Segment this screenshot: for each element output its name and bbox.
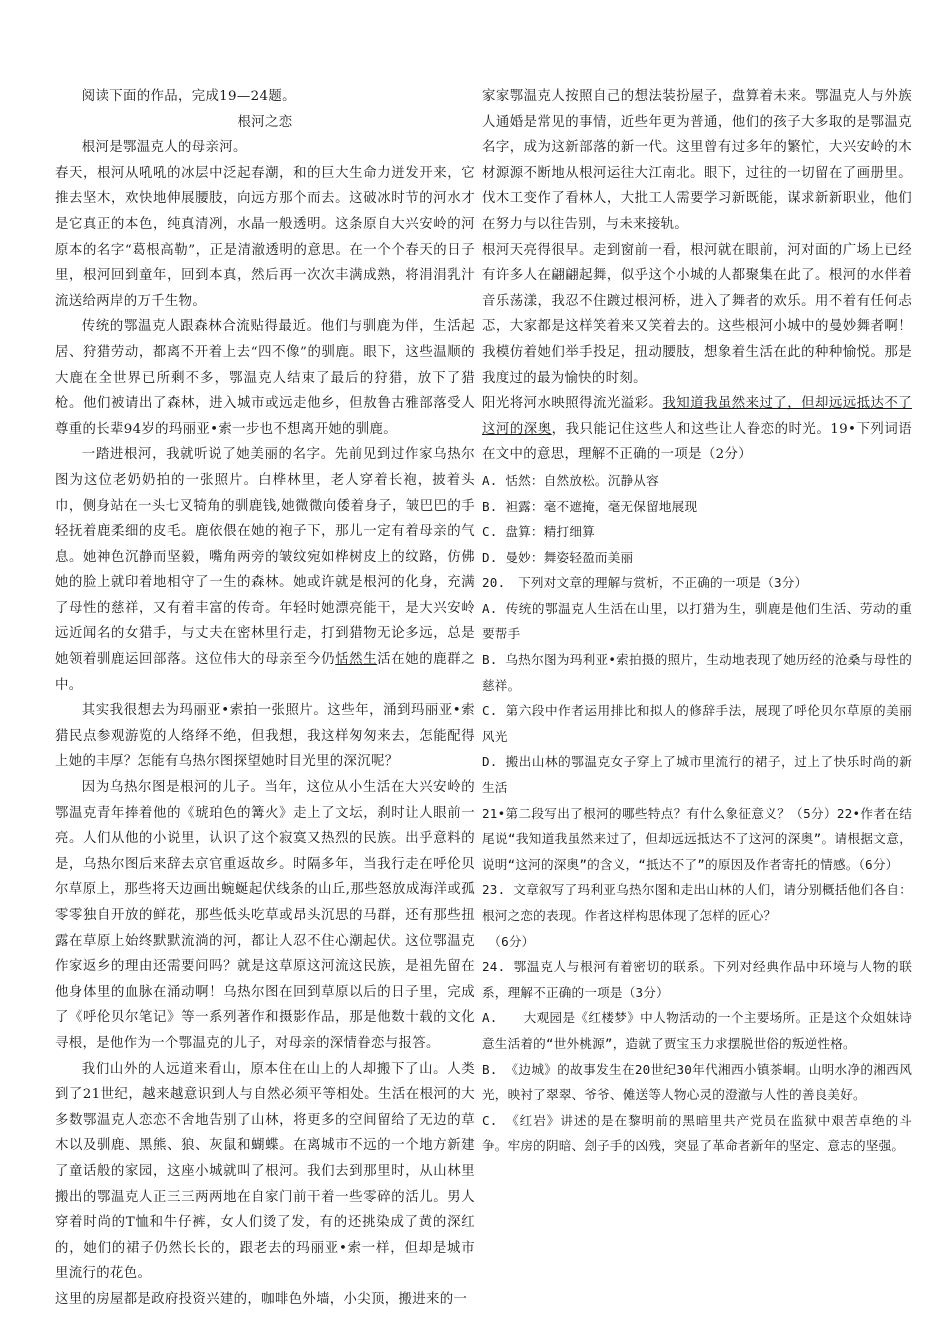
q20-option-d: D. 搬出山林的鄂温克女子穿上了城市里流行的裙子，过上了快乐时尚的新生活 [482,754,912,796]
q24-option-c: C. 《红岩》讲述的是在黎明前的黑暗里共产党员在监狱中艰苦卓绝的斗争。牢房的阴暗、刽子手的凶残，突显了革命者新年的坚定、意志的坚强。 [482,1112,912,1154]
question-23: 23. 文章叙写了玛利亚乌热尔图和走出山林的人们，请分别概括他们各自：根河之恋的表现。作者这样构思体现了怎样的匠心？ [482,882,912,923]
q20-option-b: B. 乌热尔图为玛利亚•索拍摄的照片，生动地表现了她历经的沧桑与母性的慈祥。 [482,652,912,693]
paragraph-2: 春天，根河从吼吼的冰层中泛起春潮，和的巨大生命力迸发开来，它推去坚木，欢快地伸展腰肢，向远方那个而去。这破冰时节的河水才是它真正的本色，纯真清冽，水晶一般透明。这条原自大兴安岭的河原本的名字“葛根高勒”，正是清澈透明的意思。在一个个春天的日子里，根河回到童年，回到本真，然后再一次次丰满成熟，将涓涓乳汁流送给两岸的万千生物。 [55,165,475,309]
q19-option-b: B. 袒露：毫不遮掩，毫无保留地展现 [482,498,698,514]
right-column [482,84,912,1159]
paragraph-3: 传统的鄂温克人跟森林合流贴得最近。他们与驯鹿为伴，生活起居、狩猎劳动，都离不开着上去“四不像”的驯鹿。眼下，这些温顺的大鹿在全世界已所剩不多，鄂温克人结束了最后的狩猎，放下了猎枪。他们被请出了森林，进入城市或远走他乡，但敖鲁古雅部落受人尊重的长辈94岁的玛丽亚•索一步也不想离开她的驯鹿。 [55,319,475,437]
q19-option-c: C. 盘算：精打细算 [482,524,595,540]
paragraph-8-continued: 家家鄂温克人按照自己的想法装扮屋子，盘算着未来。鄂温克人与外族人通婚是常见的事情，近些年更为普通，他们的孩子大多取的是鄂温克名字，成为这新部落的新一代。这里曾有过多年的繁忙，大兴安岭的木材源源不断地从根河运往大江南北。眼下，过往的一切留在了画册里。伐木工变作了看林人，大批工人需要学习新既能，谋求新新职业，他们在努力与以往告别，与未来接轨。 [482,89,912,232]
paragraph-5: 其实我很想去为玛丽亚•索拍一张照片。这些年，涌到玛丽亚•索猎民点参观游览的人络绎不绝，但我想，我这样匆匆来去，怎能配得上她的丰厚？怎能有乌热尔图探望她时目光里的深沉呢？ [55,703,475,770]
paragraph-10-text-a: 阳光将河水映照得流光溢彩。 [482,396,663,412]
left-column [55,84,475,1313]
paragraph-7: 我们山外的人远道来看山，原本住在山上的人却搬下了山。人类到了21世纪，越来越意识到人与自然必须平等相处。生活在根河的大多数鄂温克人恋恋不舍地告别了山林，将更多的空间留给了无边的草木以及驯鹿、黑熊、狼、灰鼠和蝴蝶。在离城市不远的一个地方新建了童话般的家园，这座小城就叫了根河。我们去到那里时，从山林里搬出的鄂温克人正三三两两地在自家门前干着一些零碎的活儿。男人穿着时尚的T恤和牛仔裤，女人们烫了发，有的还挑染成了黄的深红的，她们的裙子仍然长长的，跟老去的玛丽亚•索一样，但却是城市里流行的花色。 [55,1061,475,1282]
question-24: 24. 鄂温克人与根河有着密切的联系。下列对经典作品中环境与人物的联系，理解不正确的一项是（3分） [482,959,912,1000]
q19-option-d: D. 曼妙：舞姿轻盈而美丽 [482,549,634,565]
underlined-sentence: 我知道我虽然来过了，但却远远抵达不了这河的深奥 [482,396,912,437]
questions-21-22: 21•第二段写出了根河的哪些特点？有什么象征意义？（5分）22•作者在结尾说“我知道我虽然来过了，但却远远抵达不了这河的深奥”。请根据文意，说明“这河的深奥”的含义，“抵达不了”的原因及作者寄托的情感。（6分） [482,805,912,872]
paragraph-4-text-a: 一踏进根河，我就听说了她美丽的名字。先前见到过作家乌热尔图为这位老奶奶拍的一张照片。白桦林里，老人穿着长袍，披着头巾，侧身站在一头七叉犄角的驯鹿钱,她微微向倭着身子，皱巴巴的手轻抚着鹿柔细的皮毛。鹿依偎在她的袍子下，那儿一定有着母亲的气息。她神色沉静而坚毅，嘴角两旁的皱纹宛如桦树皮上的纹路，仿佛她的脸上就印着地相守了一生的森林。她或许就是根河的化身，充满了母性的慈祥，又有着丰富的传奇。年轻时她漂亮能干，是大兴安岭远近闻名的女猎手，与丈夫在密林里行走，打到猎物无论多远，总是她领着驯鹿运回部落。这位伟大的母亲至今仍 [55,447,475,668]
underlined-word-tianran: 恬然生 [335,652,378,668]
paragraph-4-text-b: 活在她的鹿群之中。 [55,652,475,693]
article-title: 根河之恋 [237,114,293,130]
q19-option-a: A. 恬然：自然放松。沉静从容 [482,472,659,488]
paragraph-9: 根河天亮得很早。走到窗前一看，根河就在眼前，河对面的广场上已经有许多人在翩翩起舞，似乎这个小城的人都聚集在此了。根河的水伴着音乐荡漾，我忍不住踱过根河桥，进入了舞者的欢乐。用不着有任何忐忑，大家都是这样笑着来又笑着去的。这些根河小城中的曼妙舞者啊！我模仿着她们举手投足，扭动腰肢，想象着生活在此的种种愉悦。那是我度过的最为愉快的时刻。 [482,242,912,386]
q20-option-a: A. 传统的鄂温克人生活在山里，以打猎为生，驯鹿是他们生活、劳动的重要帮手 [482,600,912,642]
question-23-score: （6分） [488,933,535,949]
paragraph-4 [55,442,475,698]
paragraph-10-text-b: ，我只能记住这些人和这些让人眷恋的时光。19•下列词语在文中的意思，理解不正确的一项是（2分） [482,421,913,463]
paragraph-10 [482,391,912,468]
paragraph-8-start: 这里的房屋都是政府投资兴建的，咖啡色外墙，小尖顶，搬进来的一 [55,1291,468,1307]
paragraph-6: 因为乌热尔图是根河的儿子。当年，这位从小生活在大兴安岭的鄂温克青年捧着他的《琥珀色的篝火》走上了文坛，刹时让人眼前一亮。人们从他的小说里，认识了这个寂寞又热烈的民族。出乎意料的是，乌热尔图后来辞去京官重返故乡。时隔多年，当我行走在呼伦贝尔草原上，那些将天边画出蜿蜒起伏线条的山丘,那些怒放成海洋或孤零零独自开放的鲜花，那些低头吃草或昂头沉思的马群，还有那些扭露在草原上始终默默流淌的河，都让人忍不住心潮起伏。这位鄂温克作家返乡的理由还需要问吗？就是这草原这河流这民族，是祖先留在他身体里的血脉在涌动啊！乌热尔图在回到草原以后的日子里，完成了《呼伦贝尔笔记》等一系列著作和摄影作品，那是他数十载的文化寻根，是他作为一个鄂温克的儿子，对母亲的深情眷恋与报答。 [55,780,475,1051]
q20-option-c: C. 第六段中作者运用排比和拟人的修辞手法，展现了呼伦贝尔草原的美丽风光 [482,703,912,744]
q24-option-b: B. 《边城》的故事发生在20世纪30年代湘西小镇茶峒。山明水净的湘西风光，映衬了翠翠、爷爷、傩送等人物心灵的澄澈与人性的善良美好。 [482,1061,912,1103]
question-20: 20. 下列对文章的理解与赏析，不正确的一项是（3分） [482,575,808,591]
paragraph-1: 根河是鄂温克人的母亲河。 [81,140,247,156]
q24-option-a: A. 大观园是《红楼梦》中人物活动的一个主要场所。正是这个众姐妹诗意生活着的“世外桃源”，造就了贾宝玉力求摆脱世俗的叛逆性格。 [482,1010,912,1051]
reading-instruction: 阅读下面的作品，完成19—24题。 [81,89,296,104]
